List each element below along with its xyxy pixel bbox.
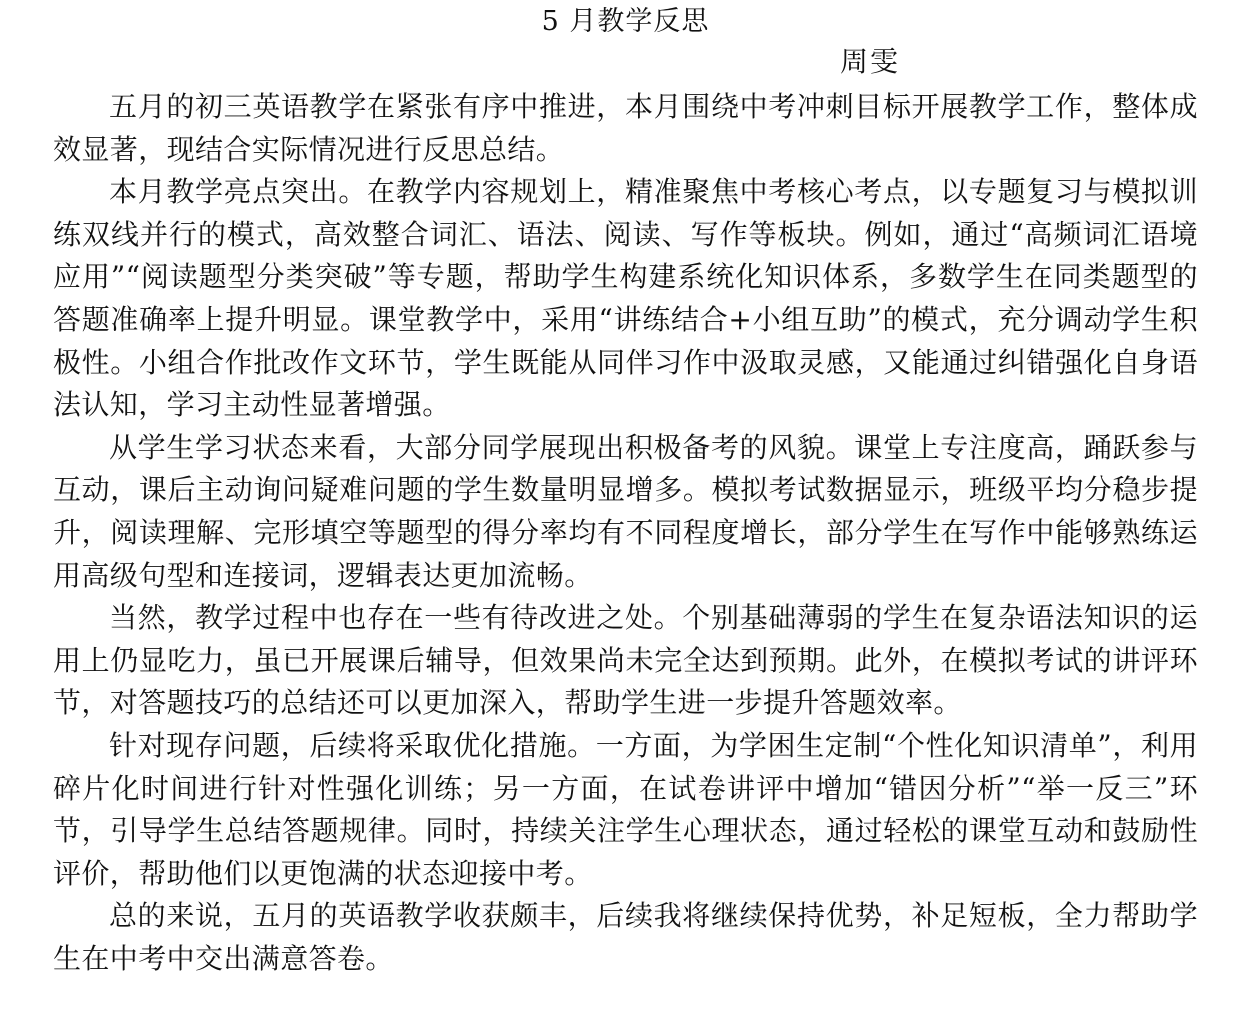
paragraph-measures: 针对现存问题，后续将采取优化措施。一方面，为学困生定制“个性化知识清单”，利用碎片化时间进行针对性强化训练；另一方面，在试卷讲评中增加“错因分析”“举一反三”环节，引导学生总结答题规律。同时，持续关注学生心理状态，通过轻松的课堂互动和鼓励性评价，帮助他们以更饱满的状态迎接中考。 <box>53 728 1198 890</box>
paragraph-intro: 五月的初三英语教学在紧张有序中推进，本月围绕中考冲刺目标开展教学工作，整体成效显著，现结合实际情况进行反思总结。 <box>53 90 1198 166</box>
document-title: 5 月教学反思 <box>541 6 710 37</box>
document-body <box>53 86 1198 980</box>
paragraph-shortcomings: 当然，教学过程中也存在一些有待改进之处。个别基础薄弱的学生在复杂语法知识的运用上仍显吃力，虽已开展课后辅导，但效果尚未完全达到预期。此外，在模拟考试的讲评环节，对答题技巧的总结还可以更加深入，帮助学生进一步提升答题效率。 <box>53 601 1198 720</box>
paragraph-student-status: 从学生学习状态来看，大部分同学展现出积极备考的风貌。课堂上专注度高，踊跃参与互动，课后主动询问疑难问题的学生数量明显增多。模拟考试数据显示，班级平均分稳步提升，阅读理解、完形填空等题型的得分率均有不同程度增长，部分学生在写作中能够熟练运用高级句型和连接词，逻辑表达更加流畅。 <box>53 430 1198 592</box>
author-name: 周雯 <box>840 45 901 78</box>
paragraph-highlights: 本月教学亮点突出。在教学内容规划上，精准聚焦中考核心考点，以专题复习与模拟训练双线并行的模式，高效整合词汇、语法、阅读、写作等板块。例如，通过“高频词汇语境应用”“阅读题型分类突破”等专题，帮助学生构建系统化知识体系，多数学生在同类题型的答题准确率上提升明显。课堂教学中，采用“讲练结合+小组互助”的模式，充分调动学生积极性。小组合作批改作文环节，学生既能从同伴习作中汲取灵感，又能通过纠错强化自身语法认知，学习主动性显著增强。 <box>53 175 1198 422</box>
paragraph-conclusion: 总的来说，五月的英语教学收获颇丰，后续我将继续保持优势，补足短板，全力帮助学生在中考中交出满意答卷。 <box>53 899 1198 975</box>
